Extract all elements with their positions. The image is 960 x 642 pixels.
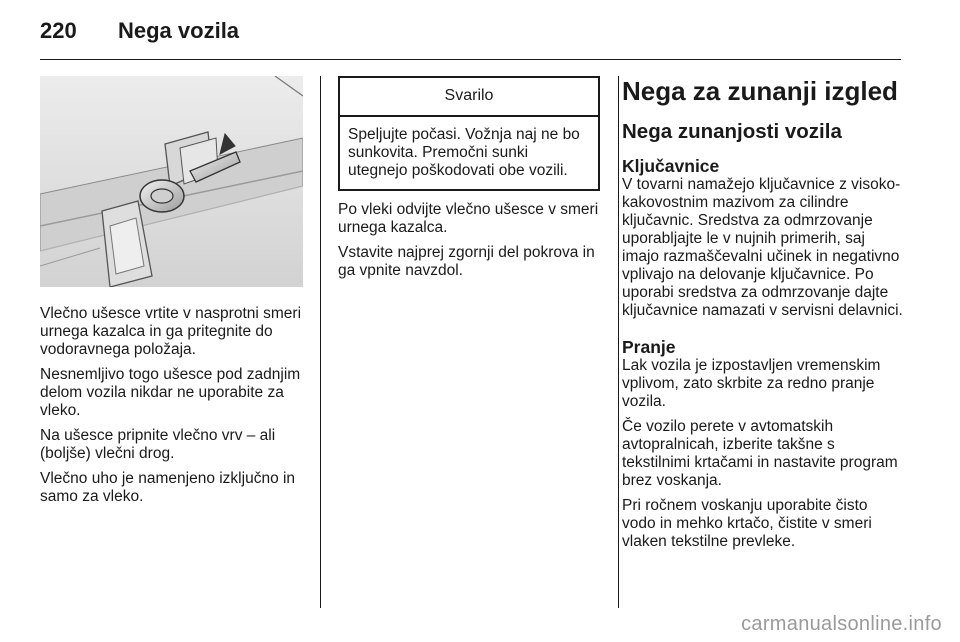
warning-title: Svarilo bbox=[340, 78, 598, 117]
keys-heading: Ključavnice bbox=[622, 156, 720, 176]
page-number: 220 bbox=[40, 18, 77, 43]
paragraph: Lak vozila je izpostavljen vremenskim vplivom, zato skrbite za redno pranje vozila. bbox=[622, 357, 881, 410]
column-right bbox=[622, 76, 904, 558]
column-left bbox=[40, 76, 306, 513]
paragraph: Vlečno ušesce vrtite v nasprotni smeri urnega kazalca in ga pritegnite do vodoravnega položaja. bbox=[40, 305, 302, 358]
keys-text: V tovarni namažejo ključavnice z visoko-kakovostnim mazivom za cilindre ključavnic. Sredstva za odmrzovanje uporabljajte le v nujnih primerih, saj imajo razmaščevalni učinek in negativno vplivajo na delovanje ključavnice. Po uporabi sredstva za odmrzovanje dajte ključavnice namazati v servisni delavnici. bbox=[622, 176, 903, 319]
paragraph: Vlečno uho je namenjeno izključno in samo za vleko. bbox=[40, 470, 296, 505]
warning-box bbox=[338, 76, 600, 191]
column-divider bbox=[618, 76, 619, 608]
sub-heading: Nega zunanjosti vozila bbox=[622, 120, 842, 143]
column-divider bbox=[320, 76, 321, 608]
warning-text: Speljujte počasi. Vožnja naj ne bo sunkovita. Premočni sunki utegnejo poškodovati obe vozili. bbox=[348, 126, 580, 179]
main-heading: Nega za zunanji izgled bbox=[622, 76, 898, 106]
paragraph: Če vozilo perete v avtomatskih avtopralnicah, izberite takšne s tekstilnimi krtačami in nastavite program brez voskanja. bbox=[622, 418, 898, 489]
paragraph: Nesnemljivo togo ušesce pod zadnjim delom vozila nikdar ne uporabite za vleko. bbox=[40, 366, 301, 419]
washing-heading: Pranje bbox=[622, 337, 676, 357]
tow-eye-illustration bbox=[40, 76, 303, 287]
column-middle bbox=[338, 76, 602, 287]
paragraph: Vstavite najprej zgornji del pokrova in ga vpnite navzdol. bbox=[338, 244, 595, 279]
section-title: Nega vozila bbox=[118, 18, 240, 43]
page-header bbox=[40, 18, 239, 48]
paragraph: Po vleki odvijte vlečno ušesce v smeri urnega kazalca. bbox=[338, 201, 599, 236]
watermark: carmanualsonline.info bbox=[741, 613, 942, 635]
paragraph: Na ušesce pripnite vlečno vrv – ali (boljše) vlečni drog. bbox=[40, 427, 276, 462]
paragraph: Pri ročnem voskanju uporabite čisto vodo in mehko krtačo, čistite v smeri vlaken tekstilne prevleke. bbox=[622, 497, 872, 550]
header-rule bbox=[40, 59, 901, 60]
